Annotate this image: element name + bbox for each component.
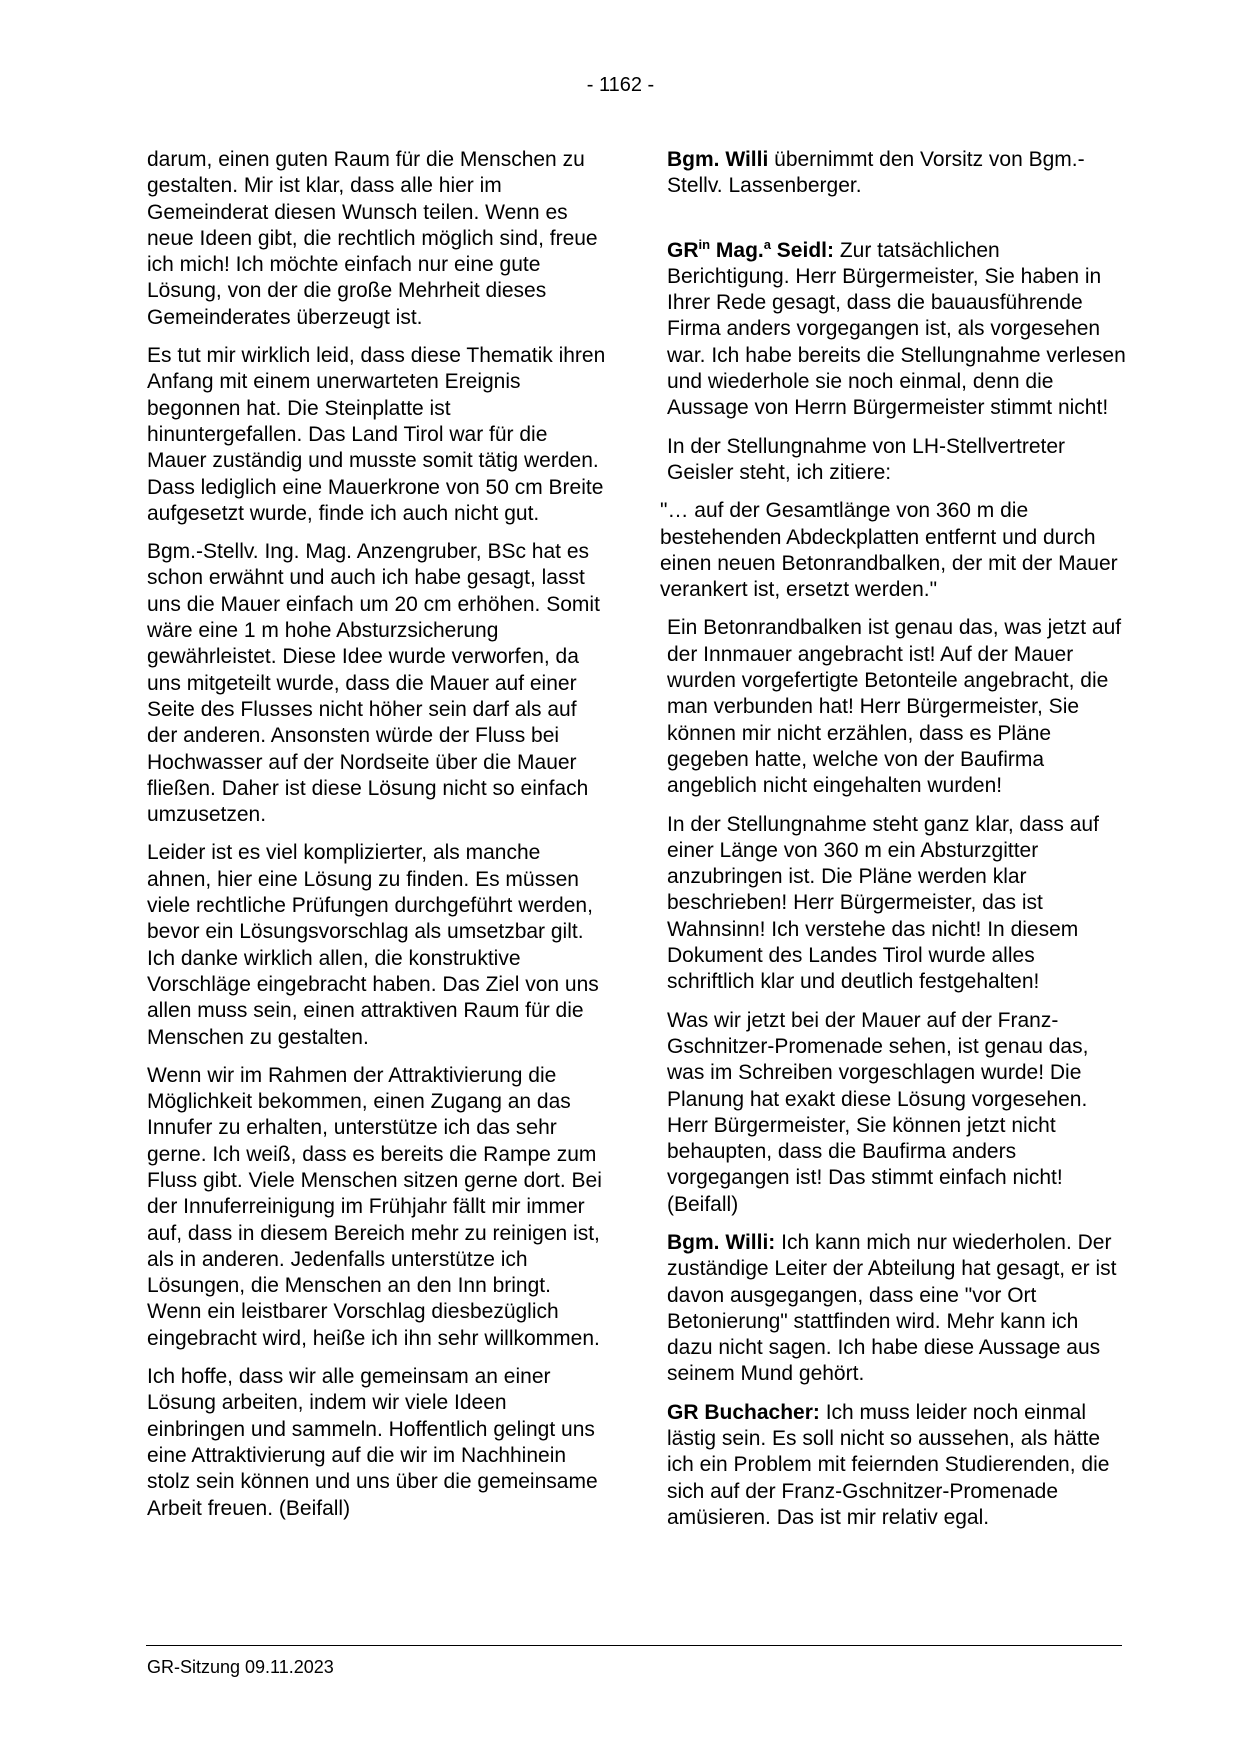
left-paragraph-2: Es tut mir wirklich leid, dass diese Thematik ihren Anfang mit einem unerwarteten Ereignis begonnen hat. Die Steinplatte ist hinuntergefallen. Das Land Tirol war für die Mauer zuständig und musste somit tätig werden. Dass lediglich eine Mauerkrone von 50 cm Breite aufgesetzt wurde, finde ich auch nicht gut.	[147, 344, 606, 525]
footer-text: GR-Sitzung 09.11.2023	[147, 1657, 334, 1677]
speaker-superscript: a	[763, 236, 771, 252]
speaker-name: Bgm. Willi:	[667, 1230, 776, 1254]
paragraph-text: Zur tatsächlichen Berichtigung. Herr Bürgermeister, Sie haben in Ihrer Rede gesagt, dass die bauausführende Firma anders vorgegangen ist, als vorgesehen war. Ich habe bereits die Stellungnahme verlesen und wiederhole sie noch einmal, denn die Aussage von Herrn Bürgermeister stimmt nicht!	[667, 238, 1126, 420]
left-paragraph-5: Wenn wir im Rahmen der Attraktivierung die Möglichkeit bekommen, einen Zugang an das Innufer zu erhalten, unterstütze ich das sehr gerne. Ich weiß, dass es bereits die Rampe zum Fluss gibt. Viele Menschen sitzen gerne dort. Bei der Innuferreinigung im Frühjahr fällt mir immer auf, dass in diesem Bereich mehr zu reinigen ist, als in anderen. Jedenfalls unterstütze ich Lösungen, die Menschen an den Inn bringt. Wenn ein leistbarer Vorschlag diesbezüglich eingebracht wird, heiße ich ihn sehr willkommen.	[147, 1063, 602, 1350]
paragraph-text: übernimmt den Vorsitz von Bgm.-Stellv. Lassenberger.	[667, 148, 1085, 198]
left-paragraph-3: Bgm.-Stellv. Ing. Mag. Anzengruber, BSc hat es schon erwähnt und auch ich habe gesagt, lasst uns die Mauer einfach um 20 cm erhöhen. Somit wäre eine 1 m hohe Absturzsicherung gewährleistet. Diese Idee wurde verworfen, da uns mitgeteilt wurde, dass die Mauer auf einer Seite des Flusses nicht höher sein darf als auf der anderen. Ansonsten würde der Fluss bei Hochwasser auf der Nordseite über die Mauer fließen. Daher ist diese Lösung nicht so einfach umzusetzen.	[147, 540, 600, 827]
right-paragraph-3: In der Stellungnahme von LH-Stellvertreter Geisler steht, ich zitiere:	[667, 434, 1066, 484]
left-column	[147, 147, 607, 1534]
left-paragraph-4: Leider ist es viel komplizierter, als manche ahnen, hier eine Lösung zu finden. Es müssen viele rechtliche Prüfungen durchgeführt werden, bevor ein Lösungsvorschlag als umsetzbar gilt. Ich danke wirklich allen, die konstruktive Vorschläge eingebracht haben. Das Ziel von uns allen muss sein, einen attraktiven Raum für die Menschen zu gestalten.	[147, 841, 599, 1049]
right-paragraph-6: In der Stellungnahme steht ganz klar, dass auf einer Länge von 360 m ein Absturzgitter anzubringen ist. Die Pläne werden klar beschrieben! Herr Bürgermeister, das ist Wahnsinn! Ich verstehe das nicht! In diesem Dokument des Landes Tirol wurde alles schriftlich klar und deutlich festgehalten!	[667, 812, 1099, 994]
page-number: - 1162 -	[586, 74, 655, 96]
right-paragraph-5: Ein Betonrandbalken ist genau das, was jetzt auf der Innmauer angebracht ist! Auf der Mauer wurden vorgefertigte Betonteile angebracht, die man verbunden hat! Herr Bürgermeister, Sie können mir nicht erzählen, dass es Pläne gegeben hatte, welche von der Baufirma angeblich nicht eingehalten wurden!	[667, 616, 1122, 798]
left-paragraph-1: darum, einen guten Raum für die Menschen zu gestalten. Mir ist klar, dass alle hier im Gemeinderat diesen Wunsch teilen. Wenn es neue Ideen gibt, die rechtlich möglich sind, freue ich mich! Ich möchte einfach nur eine gute Lösung, von der die große Mehrheit dieses Gemeinderates überzeugt ist.	[147, 148, 598, 329]
right-paragraph-2	[667, 238, 1127, 422]
speaker-title-gr: GR	[667, 238, 699, 262]
paragraph-text: Ich kann mich nur wiederholen. Der zuständige Leiter der Abteilung hat gesagt, er ist davon ausgegangen, dass eine "vor Ort Betonierung" stattfinden wird. Mehr kann ich dazu nicht sagen. Ich habe diese Aussage aus seinem Mund gehört.	[667, 1230, 1117, 1386]
right-paragraph-1	[667, 147, 1127, 200]
paragraph-text: Ich muss leider noch einmal lästig sein. Es soll nicht so aussehen, als hätte ich ein Problem mit feiernden Studierenden, die sich auf der Franz-Gschnitzer-Promenade amüsieren. Das ist mir relativ egal.	[667, 1400, 1110, 1529]
left-paragraph-6: Ich hoffe, dass wir alle gemeinsam an einer Lösung arbeiten, indem wir viele Ideen einbringen und sammeln. Hoffentlich gelingt uns eine Attraktivierung auf die wir im Nachhinein stolz sein können und uns über die gemeinsame Arbeit freuen. (Beifall)	[147, 1365, 598, 1520]
speaker-superscript: in	[698, 236, 711, 252]
speaker-surname: Seidl:	[770, 238, 834, 262]
speaker-title-mag: Mag.	[710, 238, 764, 262]
speaker-name: Bgm. Willi	[667, 148, 769, 171]
speaker-name: GR Buchacher:	[667, 1400, 820, 1424]
right-paragraph-7: Was wir jetzt bei der Mauer auf der Franz-Gschnitzer-Promenade sehen, ist genau das, was im Schreiben vorgeschlagen wurde! Die Planung hat exakt diese Lösung vorgesehen. Herr Bürgermeister, Sie können jetzt nicht behaupten, dass die Baufirma anders vorgegangen ist! Das stimmt einfach nicht! (Beifall)	[667, 1008, 1089, 1216]
footer-divider	[146, 1645, 1122, 1646]
right-column	[660, 147, 1127, 1543]
speaker-name	[667, 236, 834, 262]
right-paragraph-9	[667, 1400, 1127, 1531]
right-paragraph-8	[667, 1230, 1127, 1388]
right-quote: "… auf der Gesamtlänge von 360 m die bestehenden Abdeckplatten entfernt und durch einen neuen Betonrandbalken, der mit der Mauer verankert ist, ersetzt werden."	[660, 499, 1118, 602]
